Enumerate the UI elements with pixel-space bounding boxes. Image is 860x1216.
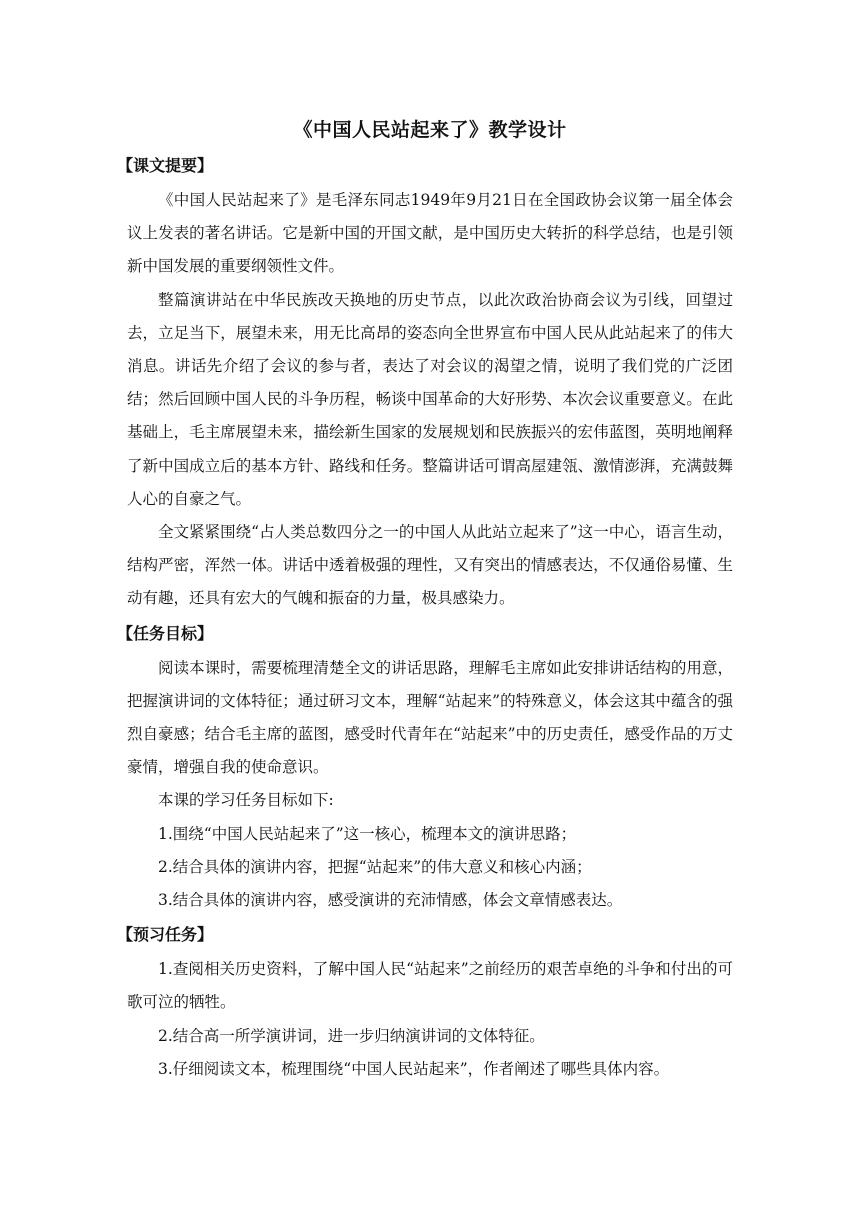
section-heading-preview: 【预习任务】 bbox=[117, 925, 214, 945]
preview-list-item: 1.查阅相关历史资料，了解中国人民“站起来”之前经历的艰苦卓绝的斗争和付出的可歌可泣的牺牲。 bbox=[127, 960, 733, 1012]
goals-intro-paragraph: 阅读本课时，需要梳理清楚全文的讲话思路，理解毛主席如此安排讲话结构的用意，把握演讲词的文体特征；通过研习文本，理解“站起来”的特殊意义，体会这其中蕴含的强烈自豪感；结合毛主席的蓝图，感受时代青年在“站起来”中的历史责任，感受作品的万丈豪情，增强自我的使命意识。 bbox=[127, 658, 733, 777]
goals-list-item: 2.结合具体的演讲内容，把握“站起来”的伟大意义和核心内涵； bbox=[158, 857, 592, 876]
summary-paragraph: 整篇演讲站在中华民族改天换地的历史节点，以此次政治协商会议为引线，回望过去，立足当下，展望未来，用无比高昂的姿态向全世界宣布中国人民从此站起来了的伟大消息。讲话先介绍了会议的参与者，表达了对会议的渴望之情，说明了我们党的广泛团结；然后回顾中国人民的斗争历程，畅谈中国革命的大好形势、本次会议重要意义。在此基础上，毛主席展望未来，描绘新生国家的发展规划和民族振兴的宏伟蓝图，英明地阐释了新中国成立后的基本方针、路线和任务。整篇讲话可谓高屋建瓴、激情澎湃，充满鼓舞人心的自豪之气。 bbox=[127, 290, 733, 508]
document-page bbox=[117, 112, 733, 1086]
summary-paragraph: 《中国人民站起来了》是毛泽东同志1949年9月21日在全国政协会议第一届全体会议上发表的著名讲话。它是新中国的开国文献，是中国历史大转折的科学总结，也是引领新中国发展的重要纲领性文件。 bbox=[127, 191, 733, 276]
section-goals bbox=[117, 616, 733, 918]
goals-list-item: 3.结合具体的演讲内容，感受演讲的充沛情感，体会文章情感表达。 bbox=[158, 891, 623, 910]
section-preview bbox=[117, 917, 733, 1086]
goals-list-item: 1.围绕“中国人民站起来了”这一核心，梳理本文的演讲思路； bbox=[158, 824, 577, 843]
summary-paragraph: 全文紧紧围绕“占人类总数四分之一的中国人从此站立起来了”这一中心，语言生动，结构严密，浑然一体。讲话中透着极强的理性，又有突出的情感表达，不仅通俗易懂、生动有趣，还具有宏大的气魄和振奋的力量，极具感染力。 bbox=[127, 523, 733, 608]
preview-list-item: 3.仔细阅读文本，梳理围绕“中国人民站起来”，作者阐述了哪些具体内容。 bbox=[158, 1059, 670, 1078]
goals-lead-text: 本课的学习任务目标如下: bbox=[158, 791, 334, 810]
section-heading-summary: 【课文提要】 bbox=[117, 156, 214, 175]
section-summary bbox=[117, 148, 733, 616]
document-title: 《中国人民站起来了》教学设计 bbox=[293, 119, 567, 141]
preview-list-item: 2.结合高一所学演讲词，进一步归纳演讲词的文体特征。 bbox=[158, 1026, 545, 1045]
section-heading-goals: 【任务目标】 bbox=[117, 623, 214, 643]
